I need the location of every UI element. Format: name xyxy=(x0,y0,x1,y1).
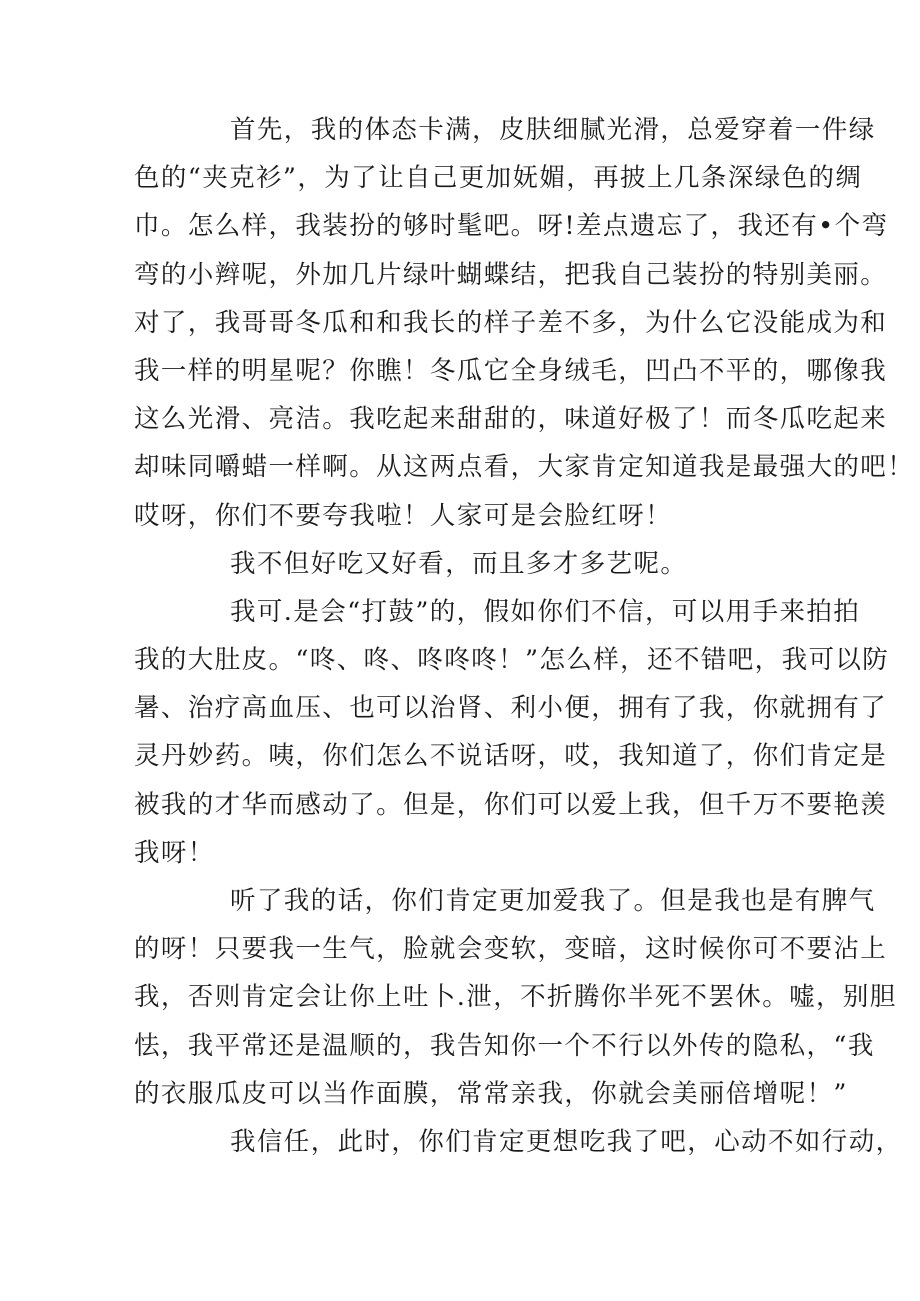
text-line: 暑、治疗高血压、也可以治肾、利小便，拥有了我，你就拥有了 xyxy=(134,693,888,724)
text-line: 灵丹妙药。咦，你们怎么不说话呀，哎，我知道了，你们肯定是 xyxy=(134,741,888,772)
text-line: 这么光滑、亮洁。我吃起来甜甜的，味道好极了！而冬瓜吃起来 xyxy=(134,404,888,435)
text-line: 的呀！只要我一生气，脸就会变软，变暗，这时候你可不要沾上 xyxy=(134,934,888,965)
text-line: 我，否则肯定会让你上吐卜.泄，不折腾你半死不罢休。嘘，别胆 xyxy=(134,982,897,1013)
essay-body xyxy=(134,106,915,1166)
text-line: 巾。怎么样，我装扮的够时髦吧。呀!差点遗忘了，我还有•个弯 xyxy=(134,211,889,242)
text-line: 被我的才华而感动了。但是，你们可以爱上我，但千万不要艳羡 xyxy=(134,789,888,820)
text-line: 弯的小辫呢，外加几片绿叶蝴蝶结，把我自己装扮的特别美丽。 xyxy=(134,259,888,290)
paragraph-first-line: 听了我的话，你们肯定更加爱我了。但是我也是有脾气 xyxy=(230,886,876,916)
paragraph-first-line: 我可.是会“打鼓”的，假如你们不信，可以用手来拍拍 xyxy=(230,596,861,627)
paragraph-first-line: 首先，我的体态卡满，皮肤细腻光滑，总爱穿着一件绿 xyxy=(230,115,876,145)
text-line: 怯，我平常还是温顺的，我告知你一个不行以外传的隐私，“我 xyxy=(134,1030,875,1061)
paragraph-first-line: 我不但好吃又好看，而且多才多艺呢。 xyxy=(230,548,688,579)
text-line: 色的“夹克衫”，为了让自己更加妩媚，再披上几条深绿色的绸 xyxy=(134,163,863,194)
text-line: 却味同嚼蜡一样啊。从这两点看，大家肯定知道我是最强大的吧！ xyxy=(134,452,915,483)
text-line: 我一样的明星呢？你瞧！冬瓜它全身绒毛，凹凸不平的，哪像我 xyxy=(134,355,888,386)
text-line: 的衣服瓜皮可以当作面膜，常常亲我，你就会美丽倍增呢！” xyxy=(134,1078,848,1109)
text-line: 哎呀，你们不要夸我啦！人家可是会脸红呀！ xyxy=(134,500,673,531)
text-line: 对了，我哥哥冬瓜和和我长的样子差不多，为什么它没能成为和 xyxy=(134,307,888,338)
text-line: 我的大肚皮。“咚、咚、咚咚咚！”怎么样，还不错吧，我可以防 xyxy=(134,645,890,676)
text-line: 我呀！ xyxy=(134,837,215,868)
paragraph-first-line: 我信任，此时，你们肯定更想吃我了吧，心动不如行动， xyxy=(230,1126,903,1157)
